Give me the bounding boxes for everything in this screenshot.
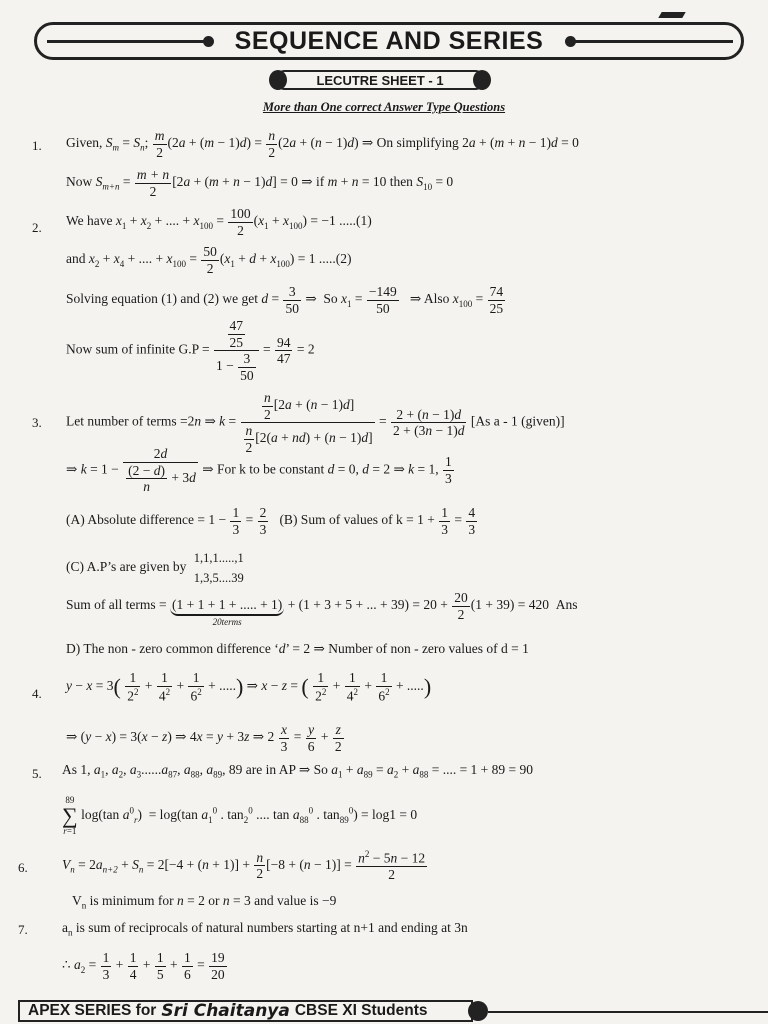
question-number: 3. — [32, 415, 42, 430]
solution-line: (A) Absolute difference = 1 − $\frac{1}{3}$ = $\frac{2}{3}$ (B) Sum of values of k = 1 + $\frac{1}{3}$ = $\frac{4}{3}$ — [66, 505, 476, 537]
question-number: 7. — [18, 922, 28, 937]
solution-line: (C) A.P’s are given by 1,1,1.....,1 1,3,5....39 — [66, 551, 244, 585]
question-number: 5. — [32, 766, 42, 781]
badge-right-cap — [473, 70, 491, 90]
title-banner — [34, 22, 744, 60]
solution-line: Let number of terms =2n ⇒ k = $\frac{n}{2}$ [2a + (n − 1)d] $\frac{n}{2}$ [2(a + nd) + (n − 1)d] = $\frac{2 + (n - 1)d}{2 + (3n - 1)d}$ [As a - 1 (given)] — [66, 390, 565, 455]
sheet-label: LECUTRE SHEET - 1 — [316, 72, 444, 88]
solution-line: D) The non - zero common difference ‘d’ = 2 ⇒ Number of non - zero values of d = 1 — [66, 641, 529, 656]
solution-line: ⇒ k = 1 − 2d $\frac{(2 - d)}{n}$ + 3d ⇒ For k to be constant d = 0, d = 2 ⇒ k = 1, $\frac{1}{3}$ — [66, 446, 452, 495]
footer-suffix: CBSE XI Students — [294, 1002, 428, 1019]
solution-line: ⇒ (y − x) = 3(x − z) ⇒ 4x = y + 3z ⇒ 2 $\frac{x}{3}$ = $\frac{y}{6}$ + $\frac{z}{2}$ — [66, 722, 342, 754]
solution-line: y − x = 3( $\frac{1}{2^2}$ + $\frac{1}{4^2}$ + $\frac{1}{6^2}$ + .....) ⇒ x − z = ( $\frac{1}{2^2}$ + $\frac{1}{4^2}$ + $\frac{1}{6^2}$ + .....) — [66, 670, 432, 704]
footer-brand: Sri Chaitanya — [161, 1001, 290, 1021]
question-number: 4. — [32, 686, 42, 701]
question-number: 2. — [32, 220, 42, 235]
solution-line: As 1, $a_1$, $a_2$, $a_3......a_{87}$, $a_{88}$, $a_{89}$, 89 are in AP ⇒ So $a_1 + a_{89} = a_2 + a_{88}$ = .... = 1 + 89 = 90 — [62, 762, 534, 780]
solution-line: and $x_2 + x_4$ + .... + $x_{100}$ = $\frac{50}{2}$ $(x_1 + d + x_{100}) = 1$ .....(2) — [66, 244, 352, 276]
banner-right-rule — [573, 40, 733, 43]
section-subheading: More than One correct Answer Type Questions — [262, 100, 506, 114]
solution-line: $V_n = 2a_{n+2} + S_n = 2[-4 + (n + 1)]$ + $\frac{n}{2}$ [−8 + (n − 1)] = $\frac{n^2 - 5n - 12}{2}$ — [62, 849, 426, 883]
solution-line: We have $x_1 + x_2$ + .... + $x_{100}$ = $\frac{100}{2}$ $(x_1 + x_{100}) = -1$ .....(1) — [66, 206, 372, 238]
footer-banner — [18, 1000, 473, 1022]
solution-line: Now sum of infinite G.P = $\frac{47}{25}$ 1 − $\frac{3}{50}$ = $\frac{94}{47}$ = 2 — [66, 318, 315, 383]
footer-cap-dot — [468, 1001, 488, 1021]
solution-line: Solving equation (1) and (2) we get d = $\frac{3}{50}$ ⇒ So $x_1$ = $\frac{-149}{50}$ ⇒ Also $x_{100}$ = $\frac{74}{25}$ — [66, 284, 504, 316]
badge-left-cap — [269, 70, 287, 90]
lecture-sheet-badge — [275, 70, 485, 90]
footer-prefix: APEX SERIES for — [28, 1002, 157, 1019]
page-title: SEQUENCE AND SERIES — [227, 27, 552, 56]
corner-mark — [658, 12, 685, 18]
solution-line: Sum of all terms = (1 + 1 + 1 + ..... + 1) 20terms + (1 + 3 + 5 + ... + 39) = 20 + $\frac{20}{2}$ (1 + 39) = 420 Ans — [66, 590, 578, 628]
solution-line: Now $S_{m+n}$ = $\frac{m + n}{2}$ [2a + (m + n − 1)d] = 0 ⇒ if m + n = 10 then $S_{10} = 0$ — [66, 167, 454, 199]
banner-left-dot — [203, 36, 214, 47]
solution-line: ∴ $a_2$ = $\frac{1}{3}$ + $\frac{1}{4}$ + $\frac{1}{5}$ + $\frac{1}{6}$ = $\frac{19}{20}$ — [62, 950, 225, 982]
solution-line: Given, $S_m = S_n$; $\frac{m}{2}$ (2a + (m − 1)d) = $\frac{n}{2}$ (2a + (n − 1)d) ⇒ On simplifying 2a + (m + n − 1)d = 0 — [66, 128, 579, 160]
solution-line: $V_n$ is minimum for n = 2 or n = 3 and value is −9 — [72, 893, 337, 911]
banner-left-rule — [47, 40, 207, 43]
footer-rule — [488, 1011, 768, 1013]
question-number: 1. — [32, 138, 42, 153]
solution-line: $a_n$ is sum of reciprocals of natural numbers starting at n+1 and ending at 3n — [62, 920, 468, 938]
question-number: 6. — [18, 860, 28, 875]
solution-line: 89 ∑ r=1 log(tan $a^0_r) = \log(\tan$ $a_1^0$ . $\tan_2^0$ .... $\tan a_{88}^0$ . $\tan_{89}^0) = \log 1 = 0$ — [62, 795, 418, 836]
